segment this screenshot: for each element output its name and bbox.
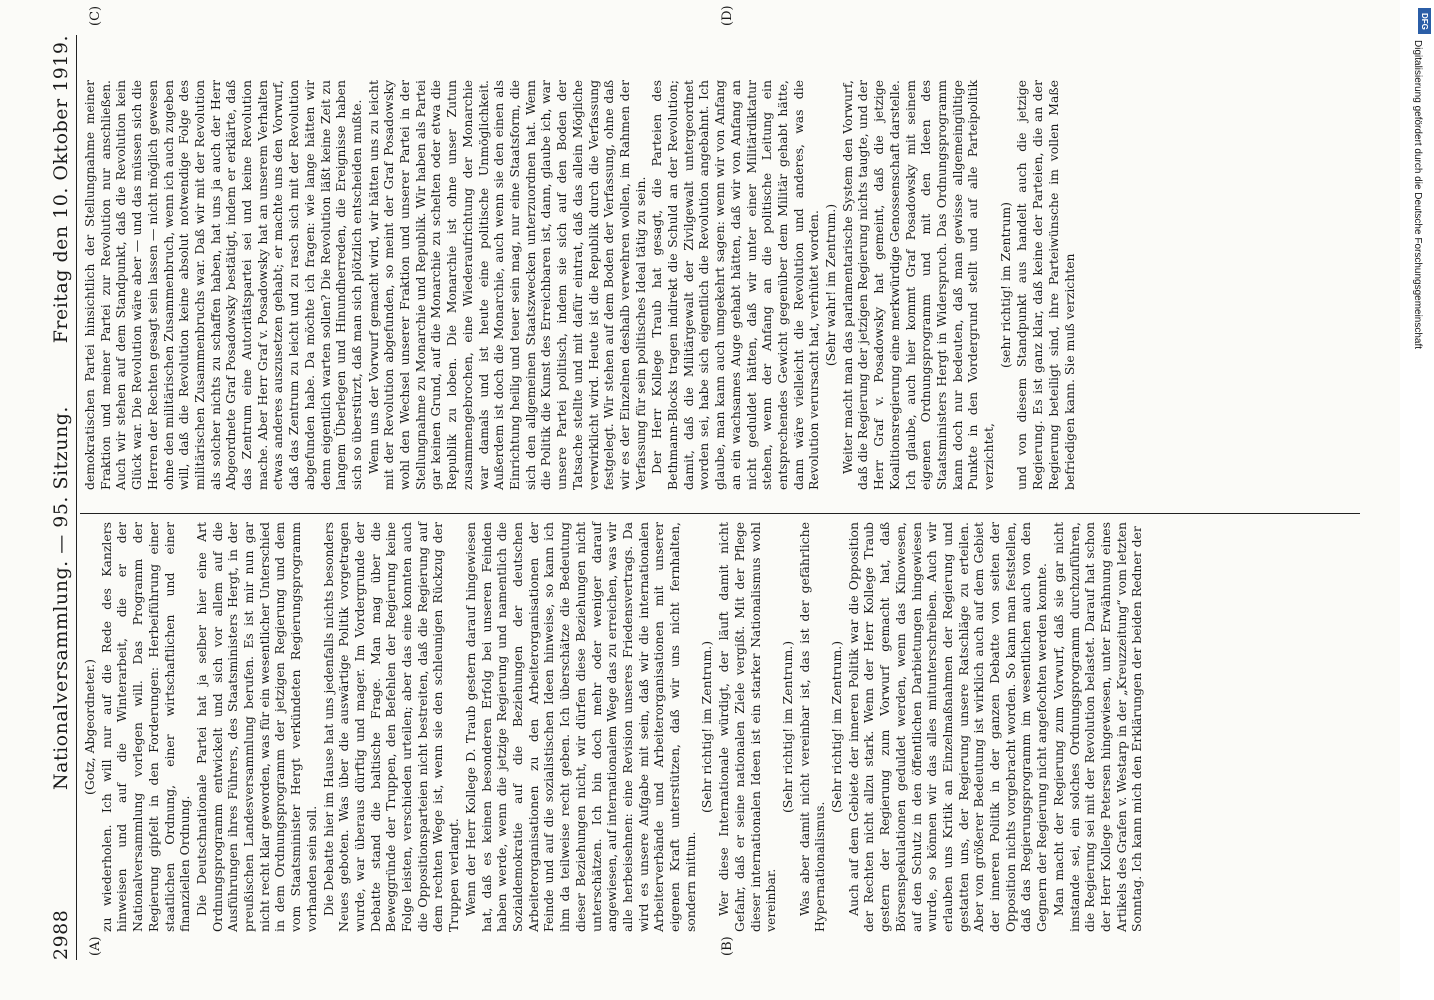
margin-marker-d: (D) (720, 5, 735, 26)
margin-marker-a: (A) (88, 936, 103, 956)
paragraph: und von diesem Standpunkt aus handelt auch die jetzige Regierung. Es ist ganz klar, daß keine der Parteien, die an der Regierung beteiligt sind, ihre Parteiwünsche im vollen Maße befriedigen kann. Sie muß verzichten (1014, 80, 1077, 490)
interjection: (Sehr wahr! im Zentrum.) (823, 203, 839, 367)
paragraph: Wenn uns der Vorwurf gemacht wird, wir hätten uns zu leicht mit der Revolution abgefunden, so meint der Graf Posadowsky wohl den Wechsel unserer Fraktion und unserer Partei in der Stellungnahme zu Monarchie und Republik. Wir haben als Partei gar keinen Grund, auf die Monarchie zu schelten oder etwa die Republik zu loben. Die Monarchie ist ohne unser Zutun zusammengebrochen, eine Wiederaufrichtung der Monarchie war damals und ist heute eine politische Unmöglichkeit. Außerdem ist doch die Monarchie, auch wenn sie den einen als Einrichtung heilig und teuer sein mag, nur eine Staatsform, die sich den allgemeinen Staatszwecken unterzuordnen hat. Wenn die Politik die Kunst des Erreichbaren ist, dann, glaube ich, war unsere Partei politisch, indem sie sich auf den Boden der Tatsache stellte und mit dafür eintrat, daß das allein Mögliche verwirklicht wird. Heute ist die Republik durch die Verfassung festgelegt. Wir stehen auf dem Boden der Verfassung, ohne daß wir es der Einzelnen deshalb verwehren wollen, im Rahmen der Verfassung für sein politisches Ideal tätig zu sein. (365, 80, 648, 490)
paragraph: Die Debatte hier im Hause hat uns jedenfalls nichts besonders Neues geboten. Was über die auswärtige Politik vorgetragen wurde, war überaus dürftig und mager. Im Vordergrunde der Debatte stand die baltische Frage. Man mag über die Beweggründe der Truppen, den Befehlen der Regierung keine Folge leisten, verschieden urteilen; aber das eine konnten auch die Oppositionsparteien nicht bestreiten, daß die Regierung auf dem rechten Wege ist, wenn sie den schleunigen Rückzug der Truppen verlangt. (320, 522, 462, 932)
paragraph: Die Deutschnationale Partei hat ja selber hier eine Art Ordnungsprogramm entwickelt und sich vor allem auf die Ausführungen ihres Führers, des Staatsministers Hergt, in der preußischen Landesversammlung berufen. Es ist mir nun gar nicht recht klar geworden, was für ein wesentlicher Unterschied in dem Ordnungsprogramm der jetzigen Regierung und dem vom Staatsminister Hergt verkündeten Regierungsprogramm vorhanden sein soll. (193, 522, 319, 932)
running-title: Nationalversammlung. — 95. Sitzung. (50, 406, 72, 790)
paragraph: Was aber damit nicht vereinbar ist, das ist der gefährliche Hypernationalismus. (796, 522, 828, 932)
header-rule (76, 35, 77, 960)
session-date: Freitag den 10. Oktober 1919. (50, 35, 72, 344)
paragraph: Weiter macht man das parlamentarische System den Vorwurf, daß die Regierung der jetzigen Regierung nichts taugte, und der Herr Graf v. Posadowsky hat gemeint, daß die jetzige Koalitionsregierung eine merkwürdige Genossenschaft darstelle. Ich glaube, auch hier kommt Graf Posadowsky mit seinem eigenen Ordnungsprogramm und mit den Ideen des Staatsministers Hergt in Widerspruch. Das Ordnungsprogramm kann doch nur bedeuten, daß man gewisse allgemeingültige Punkte in den Vordergrund stellt und auf alle Parteipolitik verzichtet, (839, 80, 997, 490)
speaker-line: (Gotz, Abgeordneter.) (82, 659, 97, 795)
dfg-credit: Digitalisierung gefördert durch die Deutsche Forschungsgemeinschaft (1412, 40, 1423, 350)
margin-marker-c: (C) (88, 5, 103, 26)
page-header (50, 35, 72, 960)
interjection: (Sehr richtig! im Zentrum.) (779, 640, 795, 814)
text-column-left (82, 522, 1146, 932)
text-column-right (82, 80, 1078, 490)
page-number: 2988 (50, 909, 72, 960)
interjection: (Sehr richtig! im Zentrum.) (829, 640, 845, 814)
paragraph: zu wiederholen. Ich will nur auf die Rede des Kanzlers hinweisen und auf die Winterarbeit, die er der Nationalversammlung vorlegen will. Das Programm der Regierung gipfelt in den Forderungen: Herbeiführung einer staatlichen Ordnung, einer wirtschaftlichen und einer finanziellen Ordnung. (98, 522, 193, 932)
paragraph: demokratischen Partei hinsichtlich der Stellungnahme meiner Fraktion und meiner Partei zur Revolution nur anschließen. Auch wir stehen auf dem Standpunkt, daß die Revolution kein Glück war. Die Revolution wäre aber — und das müssen sich die Herren der Rechten gesagt sein lassen — nicht möglich gewesen ohne den militärischen Zusammenbruch, wenn ich auch zugeben will, daß die Revolution keine absolut notwendige Folge des militärischen Zusammenbruchs war. Daß wir mit der Revolution als solcher nichts zu schaffen haben, hat uns ja auch der Herr Abgeordnete Graf Posadowsky bestätigt, indem er erklärte, daß das Zentrum eine Autoritätspartei sei und keine Revolution mache. Aber Herr Graf v. Posadowsky hat an unserem Verhalten etwas anderes auszusetzen gehabt; er machte uns den Vorwurf, daß das Zentrum zu leicht und zu rasch sich mit der Revolution abgefunden habe. Da möchte ich fragen: wie lange hätten wir denn eigentlich warten sollen? Die Revolution läßt keine Zeit zu langem Überlegen und Hinundherreden, die Ereignisse haben sich so überstürzt, daß man sich plötzlich entscheiden mußte. (82, 80, 364, 490)
paragraph: Auch auf dem Gebiete der inneren Politik war die Opposition der Rechten nicht allzu stark. Wenn der Herr Kollege Traub gestern der Regierung zum Vorwurf gemacht hat, daß Börsenspekulationen geduldet werden, wenn das Kinowesen, auf den Schutz in den öffentlichen Darbietungen hingewiesen wurde, so können wir das alles mitunterschreiben. Auch wir erlauben uns Kritik an Einzelmaßnahmen der Regierung und gestatten uns, der Regierung unsere Ratschläge zu erteilen. Aber von größerer Bedeutung ist wirklich auch auf dem Gebiet der inneren Politik in der ganzen Debatte von seiten der Opposition nichts vorgebracht worden. So kann man feststellen, daß das Regierungsprogramm im wesentlichen auch von den Gegnern der Regierung nicht angefochten werden konnte. (845, 522, 1050, 932)
paragraph: Der Herr Kollege Traub hat gesagt, die Parteien des Bethmann-Blocks tragen indirekt die Schuld an der Revolution; damit, daß die Militärgewalt der Zivilgewalt untergeordnet worden sei, habe sich eigentlich die Revolution angebahnt. Ich glaube, man kann auch umgekehrt sagen: wenn wir von Anfang an ein wachsames Auge gehabt hätten, daß wir von Anfang an nicht geduldet hätten, daß wir unter einer Militärdiktatur stehen, wenn der Anfang an die politische Leitung ein entsprechendes Gewicht gegenüber dem Militär gehabt hätte, dann wäre vielleicht die Revolution und anderes, was die Revolution verursacht hat, verhütet worden. (649, 80, 822, 490)
dfg-logo: DFG (1418, 8, 1431, 34)
paragraph: Wer diese Internationale würdigt, der läuft damit nicht Gefahr, daß er seine nationalen Ziele vergißt. Mit der Pflege dieser internationalen Ideen ist ein starker Nationalismus wohl vereinbar. (716, 522, 779, 932)
interjection: (sehr richtig! im Zentrum) (997, 202, 1013, 369)
paragraph: Wenn der Herr Kollege D. Traub gestern darauf hingewiesen hat, daß es keinen besonderen Erfolg bei unseren Feinden haben werde, wenn die jetzige Regierung und namentlich die Sozialdemokratie auf die Beziehungen der deutschen Arbeiterorganisationen zu den Arbeiterorganisationen der Feinde und auf die sozialistischen Ideen hinweise, so kann ich ihm da teilweise recht geben. Ich überschätze die Bedeutung dieser Beziehungen nicht, wir dürfen diese Beziehungen nicht unterschätzen. Ich bin doch mehr oder weniger darauf angewiesen, auf internationalem Wege das zu erreichen, was wir alle herbeisehnen: eine Revision unseres Friedensvertrags. Da wird es unsere Aufgabe mit sein, daß wir die internationalen Arbeiterverbände und Arbeiterorganisationen mit unserer eigenen Kraft unterstützen, daß wir uns nicht fernhalten, sondern mittun. (462, 522, 698, 932)
column-divider (80, 513, 1360, 514)
margin-marker-b: (B) (720, 936, 735, 956)
interjection: (Sehr richtig! im Zentrum.) (699, 640, 715, 814)
paragraph: Man macht der Regierung zum Vorwurf, daß sie gar nicht imstande sei, ein solches Ordnungsprogramm durchzuführen, die Regierung sei mit der Revolution belastet. Darauf hat schon der Herr Kollege Petersen hingewiesen, unter Erwähnung eines Artikels des Grafen v. Westarp in der „Kreuzzeitung“ vom letzten Sonntag. Ich kann mich den Erklärungen der beiden Redner der (1050, 522, 1145, 932)
